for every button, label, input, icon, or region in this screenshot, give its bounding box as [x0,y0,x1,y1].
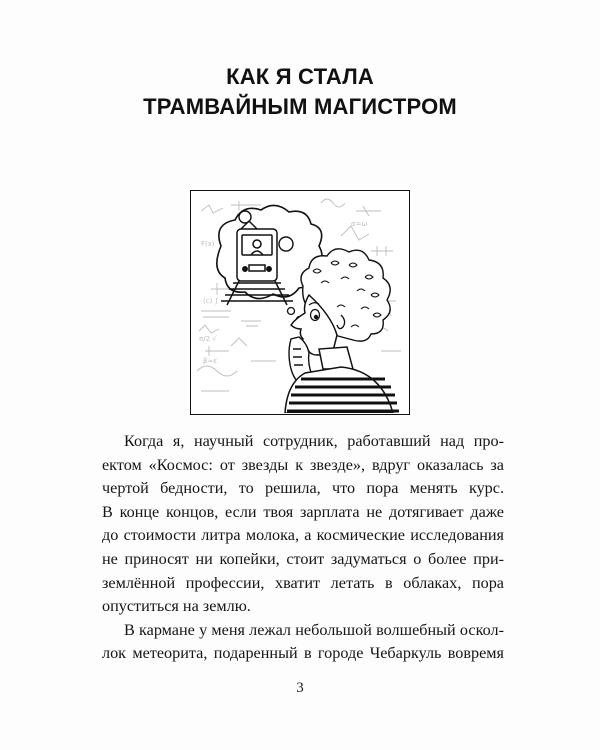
text-line: В кармане у меня лежал небольшой волшебный оскол- [124,620,504,639]
chapter-title-line-1: КАК Я СТАЛА [226,64,374,89]
paragraph-1 [102,430,504,619]
svg-text:β≈ε: β≈ε [203,357,218,365]
text-line: не приносят ни копейки, стоит задуматься о более при- [102,549,504,568]
paragraph-2 [102,619,504,666]
text-line: опуститься на землю. [102,597,251,616]
chapter-title [0,62,600,122]
body-text [102,430,504,666]
text-line: до стоимости литра молока, а космические исследования [102,526,504,545]
page-number: 3 [296,680,304,696]
svg-text:F(x): F(x) [201,240,215,248]
svg-text:α=ω: α=ω [351,220,368,228]
text-line: чертой бедности, то решила, что пора менять курс. [102,479,504,498]
chapter-illustration [190,190,410,415]
woman-dreaming-of-tram-icon [191,191,408,413]
text-line: лок метеорита, подаренный в городе Чебаркуль вовремя [102,644,504,663]
text-line: землённой профессии, хватит летать в облаках, пора [102,573,504,592]
text-line: ектом «Космос: от звезды к звезде», вдруг оказалась за [102,455,504,474]
svg-text:(c) ∫: (c) ∫ [203,297,219,305]
svg-text:π/2 √: π/2 √ [199,335,217,343]
text-line: В конце концов, если твоя зарплата не дотягивает даже [102,502,504,521]
chapter-title-line-2: ТРАМВАЙНЫМ МАГИСТРОМ [143,94,457,119]
text-line: Когда я, научный сотрудник, работавший над про- [124,432,504,450]
